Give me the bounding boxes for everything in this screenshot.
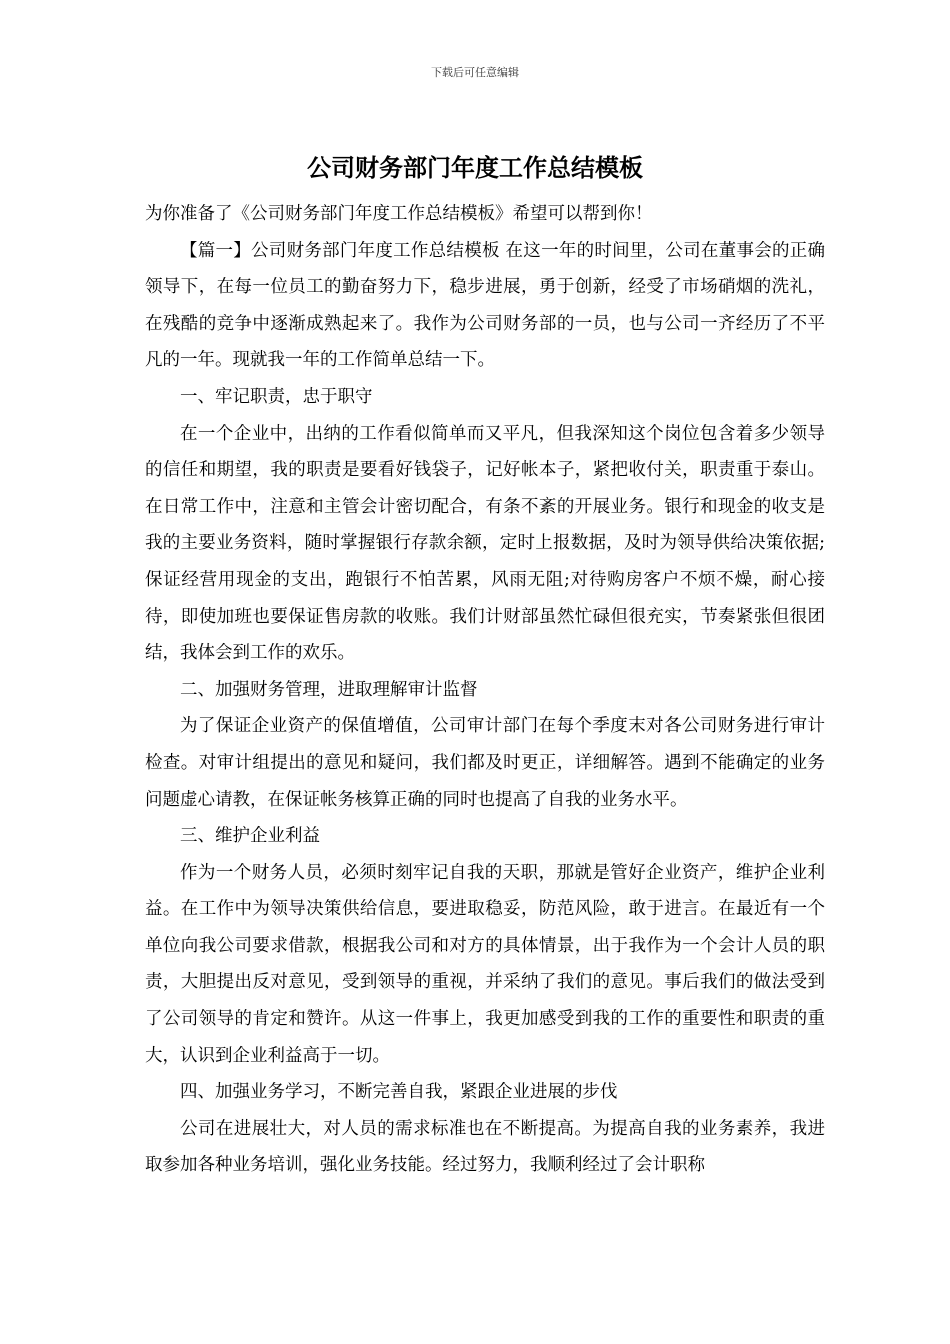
section-heading-3: 三、维护企业利益 xyxy=(180,826,320,847)
paragraph-2: 在一个企业中，出纳的工作看似简单而又平凡，但我深知这个岗位包含着多少领导的信任和期望，我的职责是要看好钱袋子，记好帐本子，紧把收付关，职责重于泰山。在日常工作中，注意和主管会计密切配合，有条不紊的开展业务。银行和现金的收支是我的主要业务资料，随时掌握银行存款余额，定时上报数据，及时为领导供给决策依据;保证经营用现金的支出，跑银行不怕苦累，风雨无阻;对待购房客户不烦不燥，耐心接待，即使加班也要保证售房款的收账。我们计财部虽然忙碌但很充实，节奏紧张但很团结，我体会到工作的欢乐。 xyxy=(145,423,825,664)
paragraph-3: 为了保证企业资产的保值增值，公司审计部门在每个季度末对各公司财务进行审计检查。对审计组提出的意见和疑问，我们都及时更正，详细解答。遇到不能确定的业务问题虚心请教，在保证帐务核算正确的同时也提高了自我的业务水平。 xyxy=(145,716,825,810)
document-title: 公司财务部门年度工作总结模板 xyxy=(307,153,643,182)
section-heading-4: 四、加强业务学习，不断完善自我，紧跟企业进展的步伐 xyxy=(180,1082,618,1103)
header-note: 下载后可任意编辑 xyxy=(431,66,519,79)
paragraph-1: 【篇一】公司财务部门年度工作总结模板 在这一年的时间里，公司在董事会的正确领导下，在每一位员工的勤奋努力下，稳步进展，勇于创新，经受了市场硝烟的洗礼，在残酷的竞争中逐渐成熟起来了。我作为公司财务部的一员，也与公司一齐经历了不平凡的一年。现就我一年的工作简单总结一下。 xyxy=(145,240,825,371)
document-body xyxy=(145,196,825,1184)
paragraph-5: 公司在进展壮大，对人员的需求标准也在不断提高。为提高自我的业务素养，我进取参加各种业务培训，强化业务技能。经过努力，我顺利经过了会计职称 xyxy=(145,1118,825,1176)
section-heading-2: 二、加强财务管理，进取理解审计监督 xyxy=(180,679,478,700)
intro-paragraph: 为你准备了《公司财务部门年度工作总结模板》希望可以帮到你！ xyxy=(145,204,653,224)
paragraph-4: 作为一个财务人员，必须时刻牢记自我的天职，那就是管好企业资产，维护企业利益。在工作中为领导决策供给信息，要进取稳妥，防范风险，敢于进言。在最近有一个单位向我公司要求借款，根据我公司和对方的具体情景，出于我作为一个会计人员的职责，大胆提出反对意见，受到领导的重视，并采纳了我们的意见。事后我们的做法受到了公司领导的肯定和赞许。从这一件事上，我更加感受到我的工作的重要性和职责的重大，认识到企业利益高于一切。 xyxy=(145,862,825,1066)
section-heading-1: 一、牢记职责，忠于职守 xyxy=(180,386,373,407)
